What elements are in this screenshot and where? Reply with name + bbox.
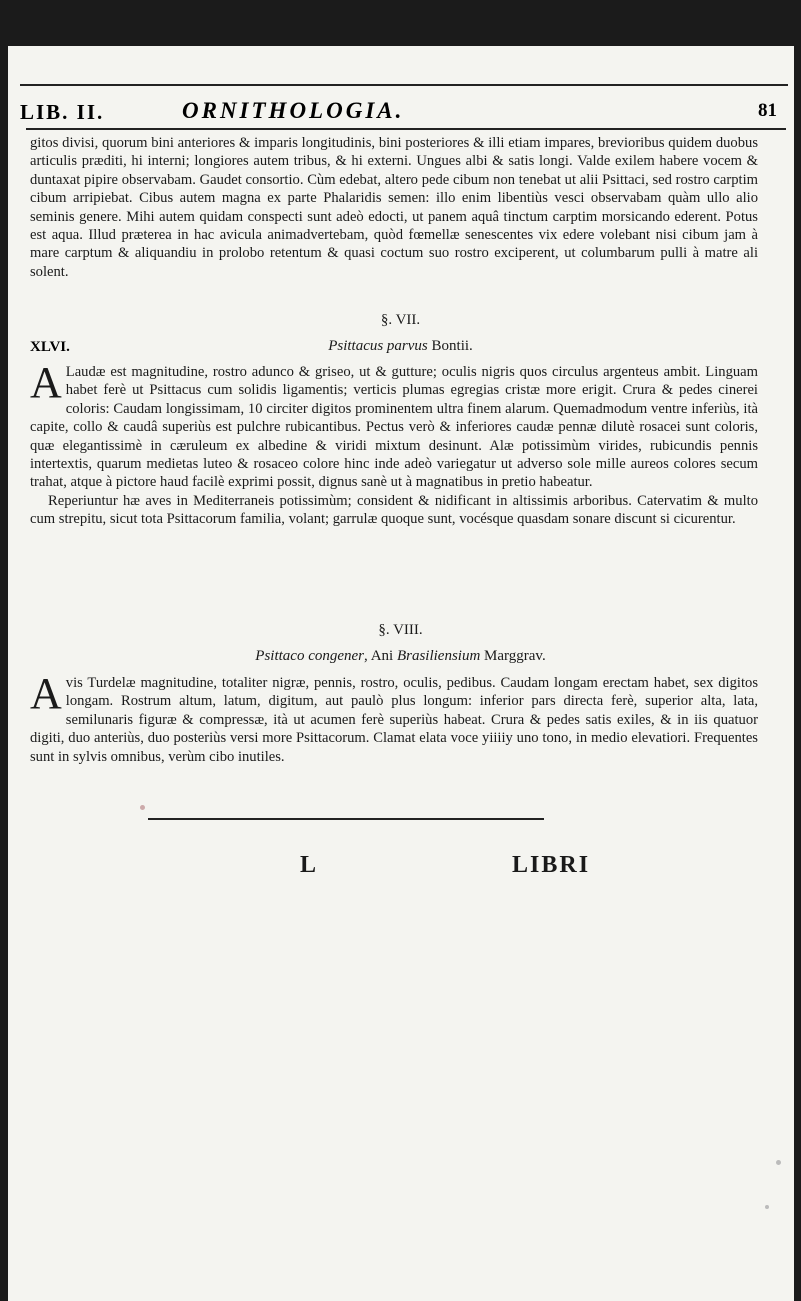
running-title: ORNITHOLOGIA. [182, 98, 405, 123]
section-viii-heading-mid: , Ani [364, 648, 397, 664]
section-vii-side-number: XLVI. [30, 339, 70, 355]
page-speck [776, 1160, 781, 1165]
section-vii-body-2: Reperiuntur hæ aves in Mediterraneis potissimùm; consident & nidificant in altissimis arboribus. Catervatim & multo cum strepitu, sicut tota Psittacorum familia, volant; garrulæ quoque sunt, vocésque quasdam sonare discunt si cicurentur. [30, 492, 758, 528]
section-viii-heading-species: Psittaco congener [255, 648, 365, 664]
section-vii-heading-author: Bontii. [431, 338, 473, 354]
section-vii-body [30, 358, 758, 529]
section-viii-heading [0, 648, 801, 665]
signature-mark: L [300, 852, 317, 878]
section-viii-body-text: vis Turdelæ magnitudine, totaliter nigræ, pennis, rostro, oculis, pedibus. Caudam longam erectam habet, sex digitos longam. Rostrum altum, latum, digitum, aut paulò plus longum: inferior pars directa ferè, superior alta, lata, semilunaris figuræ & compressæ, ità ut acumen ferè superiùs habeat. Crura & pedes satis exiles, & in iis quatuor digiti, duo anteriùs, duo posteriùs versi more Psittacorum. Clamat elata voce yiiiiy uno tono, in medio elevatiori. Frequentes sunt in sylvis omnibus, verùm cibo inutiles. [30, 675, 758, 765]
page-number: 81 [758, 100, 777, 121]
section-vii-body-text: Laudæ est magnitudine, rostro adunco & griseo, ut & gutture; oculis nigris quos circulus argenteus ambit. Linguam habet ferè ut Psittacus cum solidis ligamentis; verticis plumas egregias cristæ more erigit. Crura & pedes cinerei coloris: Caudam longissimam, 10 circiter digitos prominentem ultra finem alarum. Quemadmodum ventre inferiùs, ità capite, collo & caudâ superiùs est pulchre rubicantibus. Pectus verò & inferiores caudæ pennæ dilutè rosacei sunt coloris, quæ elegantissimè in cæruleum ex albedine & viridi mixtum desinunt. Alæ potissimùm virides, rubicundis pennis intertextis, quarum medietas luteo & rosaceo colore hinc inde adeò variegatur ut adverso sole mille aureos colores secum trahat, atque à pictore haud facilè exprimi possit, dignus sanè ut à magnatibus in pretio habeatur. [30, 364, 758, 491]
page-speck [140, 805, 145, 810]
section-viii-heading-author: Marggrav. [480, 648, 546, 664]
section-viii-body [30, 669, 758, 766]
bottom-rule [148, 818, 544, 820]
continuation-paragraph: gitos divisi, quorum bini anteriores & imparis longitudinis, bini posteriores & illi etiam impares, brevioribus quidem duobus articulis præditi, hi interni; longiores autem tribus, & hi externi. Ungues albi & satis longi. Valde exilem habere vocem & duntaxat pipire observabam. Gaudet consortio. Cùm edebat, altero pede cibum non tenebat ut alii Psittaci, sed rostro carptim cibum arripiebat. Cibus autem magna ex parte Phalaridis semen: illo enim libentiùs vesci observabam quàm ullo alio seminis genere. Mihi autem quidam conspecti sunt adeò edocti, ut panem aquâ tinctum carptim morsicando ederent. Potus est aqua. Illud præterea in hac avicula animadvertebam, quòd fœmellæ senescentes vix edere volebant nisi cibum jam à mare carptum & aliquandiu in prolobo retentum & quasi coctum suo rostro exciperent, ut columbarum pulli à matre ali solent. [30, 135, 758, 280]
section-vii-heading [0, 338, 801, 355]
section-viii-number: §. VIII. [378, 622, 423, 638]
section-vii-drop-cap: A [30, 358, 62, 407]
catchword: LIBRI [512, 852, 591, 878]
page-speck [765, 1205, 769, 1209]
head-rule [26, 128, 786, 130]
section-vii-heading-species: Psittacus parvus [328, 338, 428, 354]
book-number: LIB. II. [20, 100, 105, 124]
top-rule [20, 84, 788, 86]
section-viii-drop-cap: A [30, 669, 62, 718]
section-viii-heading-locality: Brasiliensium [396, 648, 481, 664]
section-vii-number: §. VII. [380, 312, 421, 328]
